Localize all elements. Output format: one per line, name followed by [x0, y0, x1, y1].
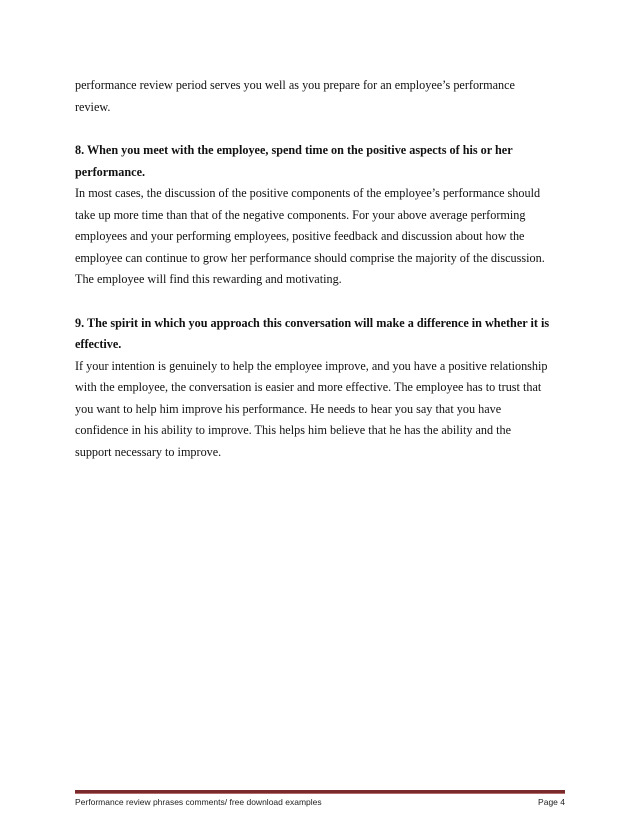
- section-9-body-line: confidence in his ability to improve. This helps him believe that he has the ability and the: [75, 423, 512, 437]
- section-8-body: [75, 183, 575, 291]
- section-8-body-line: The employee will find this rewarding and motivating.: [75, 272, 342, 286]
- page-number: Page 4: [538, 797, 565, 807]
- paragraph-spacer: [75, 291, 575, 313]
- intro-line: performance review period serves you well as you prepare for an employee’s performance: [75, 78, 515, 92]
- footer-title: Performance review phrases comments/ free download examples: [75, 797, 322, 807]
- section-8-heading-line: performance.: [75, 164, 146, 179]
- section-9-body-line: If your intention is genuinely to help the employee improve, and you have a positive relationship: [75, 358, 548, 373]
- intro-line: review.: [75, 99, 111, 114]
- section-9-body: [75, 356, 575, 464]
- section-9-heading-line: effective.: [75, 337, 122, 351]
- section-8-heading: [75, 140, 575, 183]
- paragraph-spacer: [75, 118, 575, 140]
- section-8-body-line: employee can continue to grow her performance should comprise the majority of the discussion.: [75, 250, 545, 265]
- section-8: [75, 140, 575, 291]
- page-body: [75, 75, 575, 463]
- section-8-body-line: employees and your performing employees, positive feedback and discussion about how the: [75, 229, 525, 243]
- section-9-body-line: with the employee, the conversation is easier and more effective. The employee has to trust that: [75, 380, 542, 394]
- section-8-body-line: take up more time than that of the negative components. For your above average performing: [75, 207, 526, 222]
- footer-divider: [75, 790, 565, 794]
- section-9-body-line: you want to help him improve his performance. He needs to hear you say that you have: [75, 401, 502, 416]
- intro-paragraph: [75, 75, 575, 118]
- section-9: [75, 313, 575, 464]
- section-8-heading-line: 8. When you meet with the employee, spend time on the positive aspects of his or her: [75, 143, 513, 157]
- section-9-body-line: support necessary to improve.: [75, 444, 222, 459]
- section-8-body-line: In most cases, the discussion of the positive components of the employee’s performance should: [75, 186, 541, 200]
- section-9-heading-line: 9. The spirit in which you approach this conversation will make a difference in whether it is: [75, 315, 550, 330]
- section-9-heading: [75, 313, 575, 356]
